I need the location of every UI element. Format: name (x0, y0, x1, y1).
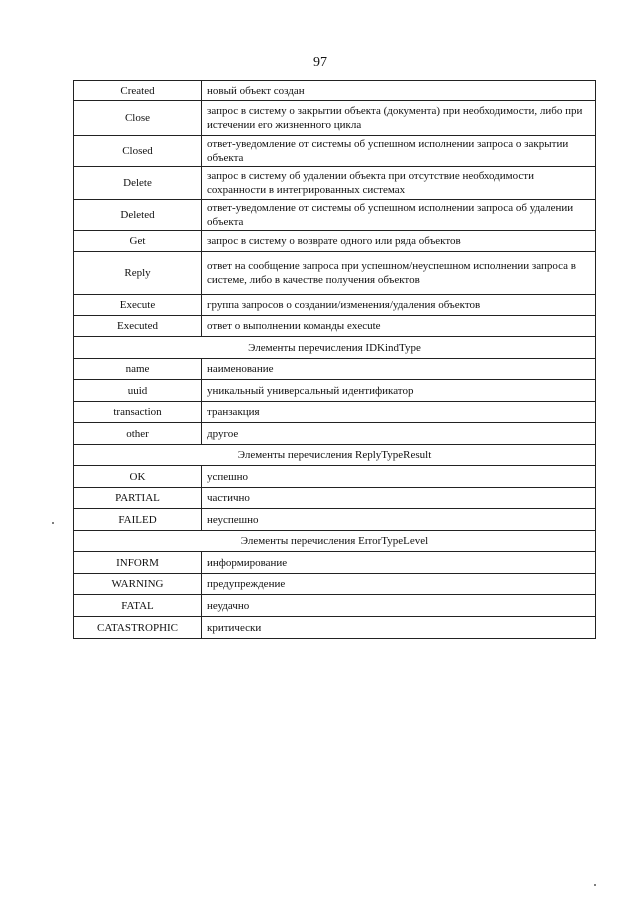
table-row (74, 200, 596, 231)
element-name-cell: INFORM (74, 552, 202, 574)
table-row (74, 488, 596, 509)
description-cell: неуспешно (202, 509, 596, 531)
scan-speck (52, 522, 54, 524)
table-row (74, 101, 596, 136)
element-name-cell: name (74, 359, 202, 380)
description-cell: наименование (202, 359, 596, 380)
element-name-cell: uuid (74, 380, 202, 402)
description-cell: успешно (202, 466, 596, 488)
description-cell: ответ о выполнении команды execute (202, 316, 596, 337)
section-title: Элементы перечисления IDKindType (74, 337, 596, 359)
element-name-cell: OK (74, 466, 202, 488)
element-name-cell: Closed (74, 136, 202, 167)
table-row (74, 617, 596, 639)
table-row (74, 595, 596, 617)
table-row (74, 509, 596, 531)
element-name-cell: FATAL (74, 595, 202, 617)
element-name-cell: Execute (74, 295, 202, 316)
table-row (74, 552, 596, 574)
description-cell: критически (202, 617, 596, 639)
enumeration-table (73, 80, 596, 639)
description-cell: частично (202, 488, 596, 509)
description-cell: запрос в систему об удалении объекта при отсутствие необходимости сохранности в интегрированных системах (202, 167, 596, 200)
table-row (74, 295, 596, 316)
page-number: 97 (313, 55, 327, 70)
description-cell: информирование (202, 552, 596, 574)
element-name-cell: Close (74, 101, 202, 136)
element-name-cell: other (74, 423, 202, 445)
description-cell: ответ-уведомление от системы об успешном исполнении запроса о закрытии объекта (202, 136, 596, 167)
element-name-cell: Get (74, 231, 202, 252)
table-row (74, 252, 596, 295)
description-cell: неудачно (202, 595, 596, 617)
description-cell: группа запросов о создании/изменения/удаления объектов (202, 295, 596, 316)
table-row (74, 136, 596, 167)
table-row (74, 466, 596, 488)
table-row (74, 402, 596, 423)
description-cell: запрос в систему о закрытии объекта (документа) при необходимости, либо при истечении его жизненного цикла (202, 101, 596, 136)
element-name-cell: Created (74, 81, 202, 101)
table-row (74, 81, 596, 101)
table-row (74, 423, 596, 445)
table-row (74, 359, 596, 380)
scan-speck (594, 884, 596, 886)
element-name-cell: Reply (74, 252, 202, 295)
element-name-cell: Deleted (74, 200, 202, 231)
table-row (74, 167, 596, 200)
table-row (74, 231, 596, 252)
section-title: Элементы перечисления ErrorTypeLevel (74, 531, 596, 552)
element-name-cell: WARNING (74, 574, 202, 595)
description-cell: уникальный универсальный идентификатор (202, 380, 596, 402)
section-header-row (74, 531, 596, 552)
table-row (74, 380, 596, 402)
element-name-cell: transaction (74, 402, 202, 423)
description-cell: предупреждение (202, 574, 596, 595)
description-cell: ответ на сообщение запроса при успешном/неуспешном исполнении запроса в системе, либо в качестве получения объектов (202, 252, 596, 295)
description-cell: другое (202, 423, 596, 445)
table-row (74, 574, 596, 595)
element-name-cell: FAILED (74, 509, 202, 531)
table-body (74, 81, 596, 639)
element-name-cell: Executed (74, 316, 202, 337)
element-name-cell: Delete (74, 167, 202, 200)
section-title: Элементы перечисления ReplyTypeResult (74, 445, 596, 466)
element-name-cell: CATASTROPHIC (74, 617, 202, 639)
description-cell: новый объект создан (202, 81, 596, 101)
table-row (74, 316, 596, 337)
element-name-cell: PARTIAL (74, 488, 202, 509)
description-cell: транзакция (202, 402, 596, 423)
section-header-row (74, 445, 596, 466)
description-cell: запрос в систему о возврате одного или ряда объектов (202, 231, 596, 252)
section-header-row (74, 337, 596, 359)
description-cell: ответ-уведомление от системы об успешном исполнении запроса об удалении объекта (202, 200, 596, 231)
